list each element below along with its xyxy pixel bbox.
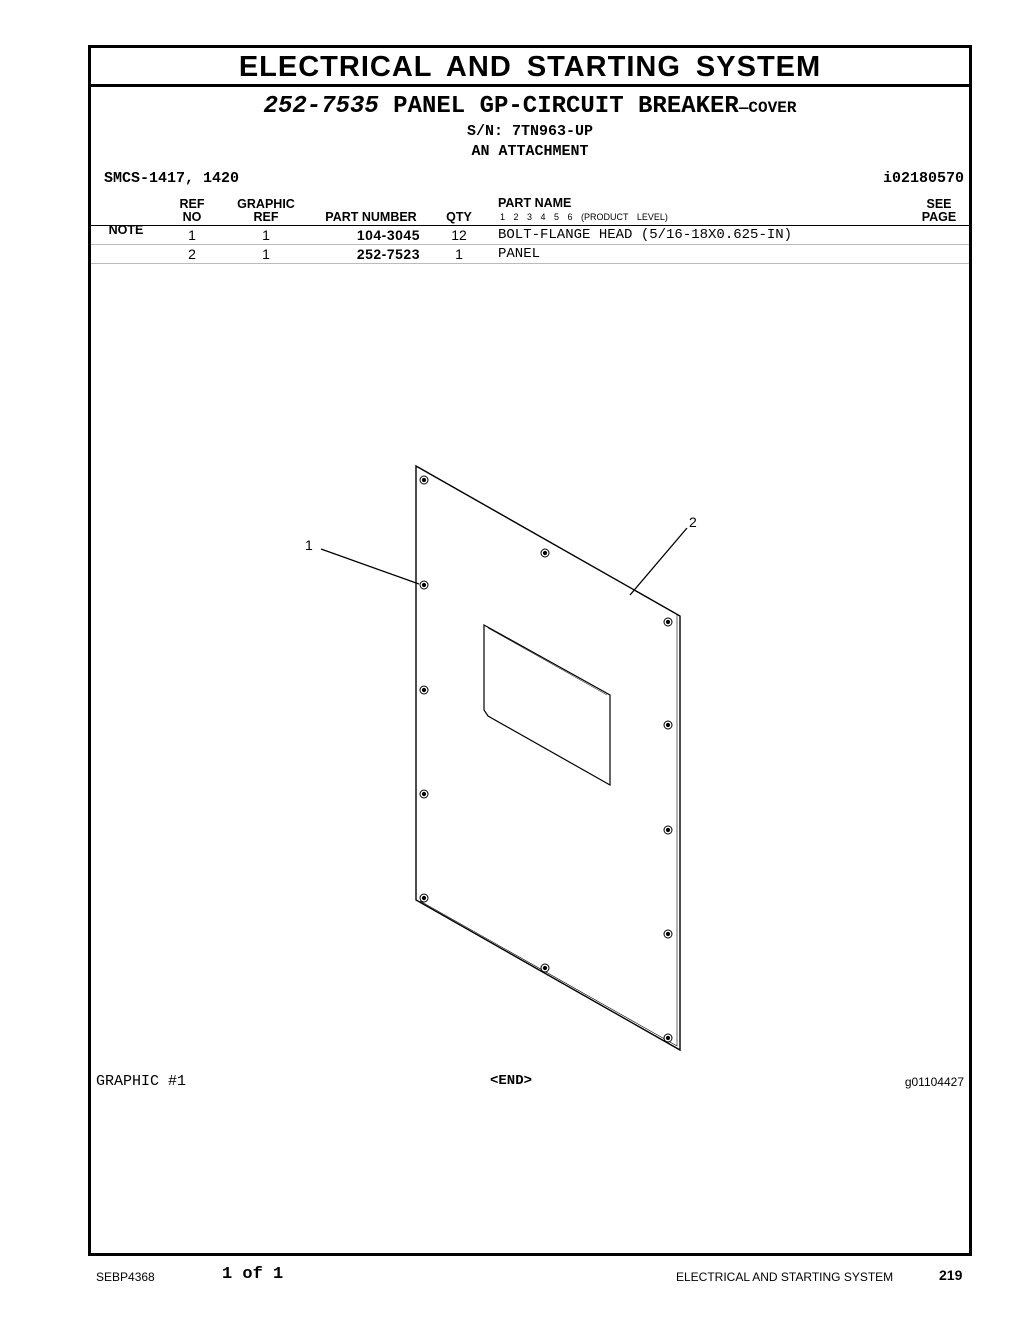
col-graphic-ref: GRAPHIC REF	[237, 197, 295, 224]
col-part-number: PART NUMBER	[325, 210, 417, 224]
bolt-head-icon	[664, 826, 672, 834]
graphic-ref: 1	[262, 227, 270, 243]
bolt-heads	[420, 476, 672, 1042]
bolt-head-icon	[664, 1034, 672, 1042]
bolt-head-icon	[420, 581, 428, 589]
bolt-head-icon	[541, 964, 549, 972]
part-number: 104-3045	[356, 227, 420, 243]
part-number: 252-7523	[356, 246, 420, 262]
col-see-page: SEE PAGE	[921, 197, 957, 224]
bolt-head-icon	[541, 549, 549, 557]
callout-2: 2	[689, 514, 697, 530]
bolt-head-icon	[420, 790, 428, 798]
end-marker: <END>	[490, 1073, 533, 1089]
ref-no: 1	[188, 227, 196, 243]
serial-number: S/N: 7TN963-UP	[466, 123, 594, 140]
product-levels: 1 2 3 4 5 6 (PRODUCT LEVEL)	[500, 212, 668, 222]
attachment-label: AN ATTACHMENT	[471, 143, 589, 160]
quantity: 12	[451, 227, 467, 243]
panel-cutout	[484, 625, 610, 785]
parts-page-frame	[88, 45, 972, 1256]
bolt-head-icon	[664, 930, 672, 938]
group-name: PANEL GP-CIRCUIT BREAKER	[393, 93, 739, 120]
part-name: BOLT-FLANGE HEAD (5/16-18X0.625-IN)	[498, 227, 793, 243]
group-name-suffix: —COVER	[738, 99, 797, 117]
bolt-head-icon	[664, 721, 672, 729]
smcs-codes: SMCS-1417, 1420	[104, 170, 240, 187]
leader-line-2	[630, 528, 687, 595]
group-part-number: 252-7535	[263, 93, 379, 120]
section-title: ELECTRICAL AND STARTING SYSTEM	[91, 50, 969, 87]
footer-page-number: 219	[939, 1267, 963, 1283]
col-ref-no: REF NO	[179, 197, 205, 224]
quantity: 1	[455, 246, 463, 262]
bolt-head-icon	[420, 686, 428, 694]
graphic-label: GRAPHIC #1	[96, 1073, 187, 1090]
col-qty: QTY	[446, 210, 472, 224]
graphic-id: g01104427	[904, 1075, 964, 1089]
footer-page-of: 1 of 1	[222, 1265, 284, 1284]
bolt-head-icon	[420, 476, 428, 484]
footer-section: ELECTRICAL AND STARTING SYSTEM	[676, 1270, 894, 1284]
graphic-ref: 1	[262, 246, 270, 262]
ref-no: 2	[188, 246, 196, 262]
col-note: NOTE	[108, 223, 144, 237]
bolt-head-icon	[420, 894, 428, 902]
leader-line-1	[321, 549, 419, 584]
bolt-head-icon	[664, 618, 672, 626]
illustration-id: i02180570	[882, 170, 964, 187]
footer-doc-number: SEBP4368	[96, 1270, 155, 1284]
part-name: PANEL	[498, 246, 541, 262]
callout-1: 1	[305, 537, 313, 553]
col-part-name: PART NAME	[498, 196, 572, 210]
